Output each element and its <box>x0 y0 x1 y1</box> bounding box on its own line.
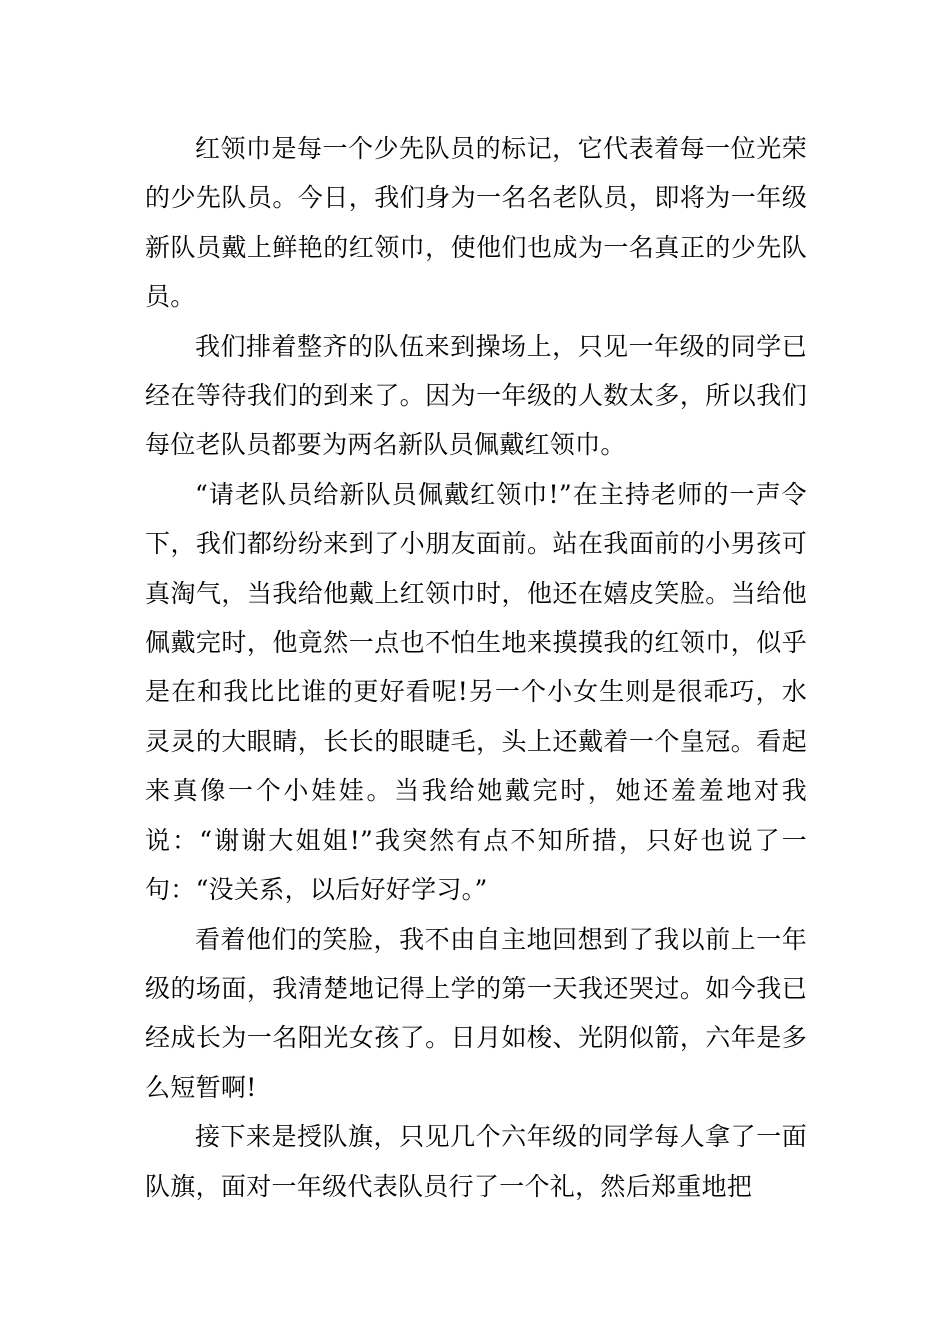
document-page <box>145 124 807 1211</box>
paragraph-2: 我们排着整齐的队伍来到操场上，只见一年级的同学已经在等待我们的到来了。因为一年级的人数太多，所以我们每位老队员都要为两名新队员佩戴红领巾。 <box>145 331 807 460</box>
paragraph-5: 接下来是授队旗，只见几个六年级的同学每人拿了一面队旗，面对一年级代表队员行了一个礼，然后郑重地把 <box>145 1122 807 1201</box>
paragraph-1: 红领巾是每一个少先队员的标记，它代表着每一位光荣的少先队员。今日，我们身为一名名老队员，即将为一年级新队员戴上鲜艳的红领巾，使他们也成为一名真正的少先队员。 <box>145 134 807 312</box>
paragraph-3: “请老队员给新队员佩戴红领巾!”在主持老师的一声令下，我们都纷纷来到了小朋友面前。站在我面前的小男孩可真淘气，当我给他戴上红领巾时，他还在嬉皮笑脸。当给他佩戴完时，他竟然一点也不怕生地来摸摸我的红领巾，似乎是在和我比比谁的更好看呢!另一个小女生则是很乖巧，水灵灵的大眼睛，长长的眼睫毛，头上还戴着一个皇冠。看起来真像一个小娃娃。当我给她戴完时，她还羞羞地对我说：“谢谢大姐姐!”我突然有点不知所措，只好也说了一句：“没关系，以后好好学习。” <box>145 479 807 905</box>
paragraph-4: 看着他们的笑脸，我不由自主地回想到了我以前上一年级的场面，我清楚地记得上学的第一天我还哭过。如今我已经成长为一名阳光女孩了。日月如梭、光阴似箭，六年是多么短暂啊! <box>145 924 807 1102</box>
